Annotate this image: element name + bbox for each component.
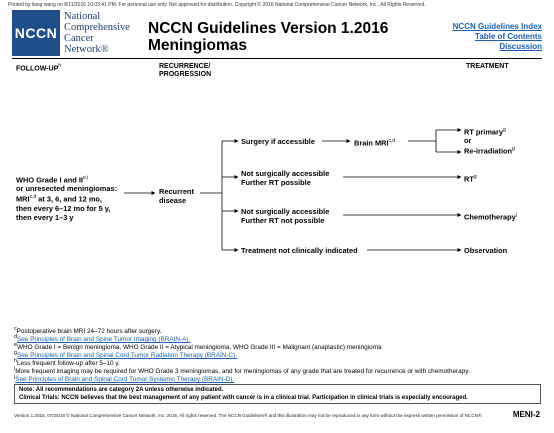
branch-2-line-2: Further RT possible bbox=[241, 178, 311, 187]
branch-3-line-2: Further RT not possible bbox=[241, 216, 325, 225]
rt-sup: g bbox=[473, 174, 477, 180]
reirradiation-text: Re-irradiation bbox=[464, 146, 513, 156]
column-header-treatment: TREATMENT bbox=[466, 63, 509, 70]
logo-line-3: Cancer bbox=[64, 33, 94, 44]
title-version: NCCN Guidelines Version 1.2016 bbox=[148, 20, 389, 37]
brain-mri-text: Brain MRI bbox=[354, 138, 389, 148]
footnote-g-mark: g bbox=[14, 350, 17, 356]
logo-line-4: Network® bbox=[64, 44, 109, 55]
rt-text: RT bbox=[464, 174, 474, 184]
branch-2-line-1: Not surgically accessible bbox=[241, 169, 330, 178]
copyright-footer: Version 1.2016, 07/25/16 © National Comprehensive Cancer Network, Inc. 2016, All rights reserved. The NCCN Guidelines® and this illustration may not be reproduced in any form without the express written permission of NCCN®. bbox=[14, 413, 483, 418]
followup-header-sup: h bbox=[58, 63, 62, 69]
branch-not-accessible-rt-possible bbox=[241, 169, 329, 187]
title-disease: Meningiomas bbox=[148, 37, 248, 54]
recurrent-line-2: disease bbox=[159, 196, 187, 205]
footnote-e-text: WHO Grade I = Benign meningioma, WHO Grade II = Atypical meningioma, WHO Grade III = Malignant (anaplastic) meningioma bbox=[16, 344, 382, 352]
branch-brain-mri-node bbox=[354, 137, 395, 147]
brain-mri-sup: c,d bbox=[388, 138, 396, 144]
logo-line-1: National bbox=[64, 11, 101, 22]
print-notice: Printed by liang wang on 8/11/2016 10:03:41 PM. For personal use only. Not approved for distribution. Copyright © 2016 National Comprehensive Cancer Network, Inc., All Rights Reserved. bbox=[8, 2, 426, 8]
followup-line-4: then every 6–12 mo for 5 y, bbox=[16, 203, 111, 213]
footnote-j bbox=[14, 374, 234, 384]
table-of-contents-link[interactable]: Table of Contents bbox=[475, 32, 542, 41]
discussion-link[interactable]: Discussion bbox=[499, 42, 542, 51]
branch-surgery-accessible: Surgery if accessible bbox=[241, 137, 315, 146]
recurrence-header-line-2: PROGRESSION bbox=[159, 71, 212, 78]
followup-line-3-sup: c,d bbox=[29, 194, 37, 201]
footnote-d-link[interactable]: See Principles of Brain and Spine Tumor Imaging (BRAIN-A). bbox=[16, 336, 191, 344]
footnote-j-mark: j bbox=[14, 374, 16, 380]
followup-header-text: FOLLOW-UP bbox=[16, 65, 59, 73]
treatment-observation: Observation bbox=[464, 246, 508, 255]
logo-line-2: Comprehensive bbox=[64, 22, 130, 33]
treatment-rt-or-reirradiation bbox=[464, 126, 515, 156]
treatment-rt bbox=[464, 173, 477, 183]
branch-not-accessible-rt-not-possible bbox=[241, 207, 329, 225]
recurrence-header-line-1: RECURRENCE/ bbox=[159, 63, 211, 70]
followup-line-1: WHO Grade I and II bbox=[16, 175, 83, 185]
footnote-i-mark: i bbox=[14, 366, 16, 372]
followup-line-2: or unresected meningiomas: bbox=[16, 184, 118, 194]
note-line-1: Note: All recommendations are category 2A unless otherwise indicated. bbox=[19, 387, 224, 393]
logo-mark: NCCN bbox=[14, 25, 58, 41]
footnote-c-text: Postoperative brain MRI 24–72 hours after surgery. bbox=[16, 328, 162, 336]
rt-primary-text: RT primary bbox=[464, 127, 504, 137]
recommendation-note-box bbox=[14, 384, 541, 404]
guidelines-index-link[interactable]: NCCN Guidelines Index bbox=[452, 22, 542, 31]
reirradiation-sup: g bbox=[512, 146, 515, 153]
page-id: MENI-2 bbox=[512, 410, 540, 419]
footnote-i-text: More frequent imaging may be required for WHO Grade 3 meningiomas, and for meningiomas of any grade that are treated for recurrence or with chemotherapy. bbox=[15, 368, 470, 376]
footnote-d-mark: d bbox=[14, 334, 17, 340]
branch-not-clinically-indicated: Treatment not clinically indicated bbox=[241, 246, 358, 255]
recurrent-line-1: Recurrent bbox=[159, 187, 194, 196]
branch-3-line-1: Not surgically accessible bbox=[241, 207, 330, 216]
footnote-g-link[interactable]: See Principles of Brain and Spinal Cord Tumor Radiation Therapy (BRAIN-C). bbox=[16, 352, 238, 360]
rt-primary-sup: g bbox=[503, 127, 506, 133]
followup-line-3-post: at 3, 6, and 12 mo, bbox=[36, 194, 102, 204]
followup-node bbox=[16, 174, 117, 222]
footnote-j-link[interactable]: See Principles of Brain and Spinal Cord Tumor Systemic Therapy (BRAIN-D). bbox=[15, 376, 235, 384]
or-text: or bbox=[464, 136, 472, 146]
footnote-h-text: Less frequent follow-up after 5–10 y. bbox=[16, 360, 120, 368]
treatment-chemotherapy bbox=[464, 211, 517, 221]
recurrent-disease-node bbox=[159, 187, 194, 205]
chemotherapy-sup: j bbox=[515, 212, 517, 218]
chemotherapy-text: Chemotherapy bbox=[464, 212, 516, 222]
followup-line-3-pre: MRI bbox=[16, 194, 30, 204]
followup-line-5: then every 1–3 y bbox=[16, 212, 74, 222]
followup-line-1-sup: e,i bbox=[82, 175, 89, 181]
note-line-2: Clinical Trials: NCCN believes that the best management of any patient with cancer is in a clinical trial. Participation in clinical trials is especially encouraged. bbox=[19, 395, 468, 401]
footnote-e-mark: e bbox=[14, 342, 17, 348]
footnote-c-mark: c bbox=[14, 326, 17, 332]
footnote-h-mark: h bbox=[14, 358, 17, 364]
